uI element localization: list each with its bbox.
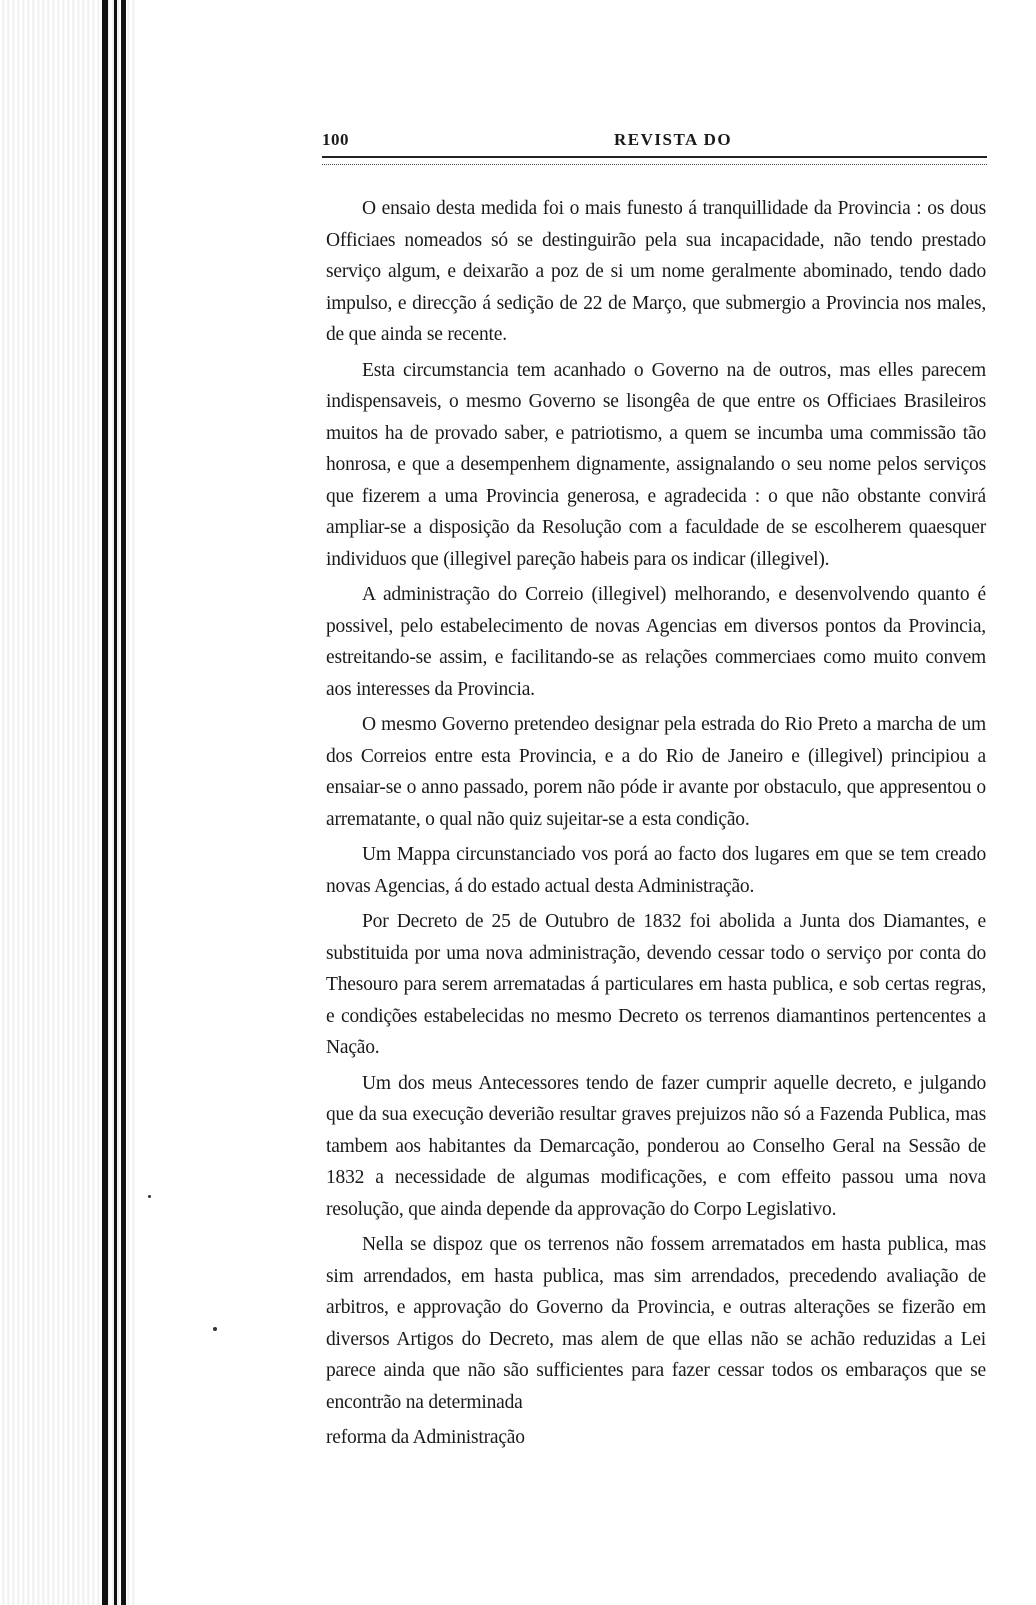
paragraph: O mesmo Governo pretendeo designar pela estrada do Rio Preto a marcha de um dos Correios entre esta Provincia, e a do Rio de Janeiro e (illegivel) principiou a ensaiar-se o anno passado, porem não póde ir avante por obstaculo, que appresentou o arrematante, o qual não quiz sujeitar-se a esta condição. — [326, 714, 986, 830]
paragraph: O ensaio desta medida foi o mais funesto á tranquillidade da Provincia : os dous Officiaes nomeados só se destinguirão pela sua incapacidade, não tendo prestado serviço algum, e deixarão a poz de si um nome geralmente abominado, tendo dado impulso, e direcção á sedição de 22 de Março, que submergio a Provincia nos males, de que ainda se recente. — [326, 198, 986, 345]
document-page — [318, 120, 994, 1600]
page-number: 100 — [322, 130, 349, 149]
paper-speck — [148, 1195, 151, 1198]
paragraph: Por Decreto de 25 de Outubro de 1832 foi abolida a Junta dos Diamantes, e substituida por uma nova administração, devendo cessar todo o serviço por conta do Thesouro para serem arrematadas á particulares em hasta publica, e sob certas regras, e condições estabelecidas no mesmo Decreto os terrenos diamantinos pertencentes a Nação. — [326, 911, 986, 1058]
paragraph: A administração do Correio (illegivel) melhorando, e desenvolvendo quanto é possivel, pelo estabelecimento de novas Agencias em diversos pontos da Provincia, estreitando-se assim, e facilitando-se as relações commerciaes como muito convem aos interesses da Provincia. — [326, 584, 986, 700]
binding-shadow-line — [102, 0, 108, 1605]
paper-speck — [213, 1327, 217, 1331]
binding-shadow-line — [114, 0, 117, 1605]
running-title: REVISTA DO — [614, 130, 733, 149]
paragraph: Um Mappa circunstanciado vos porá ao facto dos lugares em que se tem creado novas Agencias, á do estado actual desta Administração. — [326, 844, 986, 897]
cut-off-line: reforma da Administração — [326, 1427, 525, 1448]
header-rule — [322, 156, 987, 165]
paragraph: Um dos meus Antecessores tendo de fazer cumprir aquelle decreto, e julgando que da sua execução deverião resultar graves prejuizos não só a Fazenda Publica, mas tambem aos habitantes da Demarcação, ponderou ao Conselho Geral na Sessão de 1832 a necessidade de algumas modificações, e com effeito passou uma nova resolução, que ainda depende da approvação do Corpo Legislativo. — [326, 1072, 986, 1220]
page-header — [318, 120, 994, 156]
binding-shadow-line — [121, 0, 126, 1605]
paragraph: Esta circumstancia tem acanhado o Governo na de outros, mas elles parecem indispensaveis, o mesmo Governo se lisongêa de que entre os Officiaes Brasileiros muitos ha de provado saber, e patriotismo, a quem se incumba uma commissão tão honrosa, e que a desempenhem dignamente, assignalando o seu nome pelos serviços que fizerem a uma Provincia generosa, e agradecida : o que não obstante convirá ampliar-se a disposição da Resolução com a faculdade de se escolherem quaesquer individuos que (illegivel pareção habeis para os indicar (illegivel). — [326, 359, 986, 570]
paragraph: Nella se dispoz que os terrenos não fossem arrematados em hasta publica, mas sim arrendados, em hasta publica, mas sim arrendados, precedendo avaliação de arbitros, e approvação do Governo da Provincia, e outras alterações se fizerão em diversos Artigos do Decreto, mas alem de que ellas não se achão reduzidas a Lei parece ainda que não são sufficientes para fazer cessar todos os embaraços que se encontrão na determinada — [326, 1234, 986, 1413]
body-text — [326, 193, 986, 1448]
